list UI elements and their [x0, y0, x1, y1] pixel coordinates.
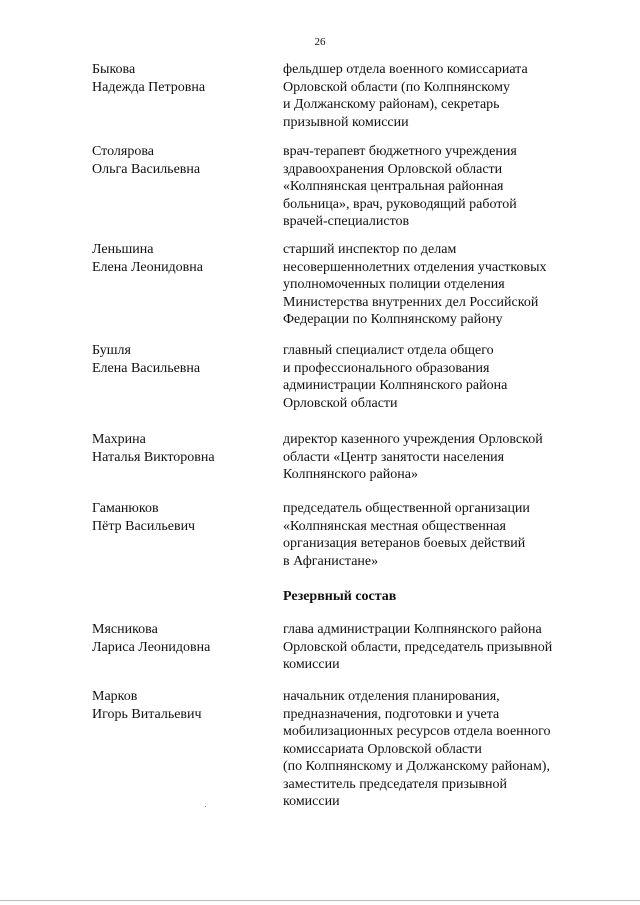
role-line: Федерации по Колпнянскому району — [283, 312, 503, 327]
role-line: Орловской области, председатель призывной — [283, 639, 553, 655]
member-name — [92, 241, 272, 276]
role-line: уполномоченных полиции отделения — [283, 277, 505, 292]
member-surname: Быкова — [92, 62, 136, 77]
role-line: администрации Колпнянского района — [283, 378, 508, 393]
member-surname: Бушля — [92, 343, 131, 358]
member-given-names: Ольга Васильевна — [92, 161, 201, 177]
member-role — [283, 342, 583, 412]
member-role — [283, 621, 583, 674]
role-line: главный специалист отдела общего — [283, 343, 494, 358]
member-name — [92, 143, 272, 178]
member-given-names: Надежда Петровна — [92, 79, 206, 95]
page-number: 26 — [314, 36, 326, 48]
role-line: старший инспектор по делам — [283, 242, 457, 257]
role-line: врач-терапевт бюджетного учреждения — [283, 144, 517, 159]
role-line: организация ветеранов боевых действий — [283, 536, 526, 551]
member-given-names: Игорь Витальевич — [92, 706, 202, 722]
member-given-names: Елена Леонидовна — [92, 259, 203, 275]
role-line: врачей-специалистов — [283, 214, 410, 229]
role-line: несовершеннолетних отделения участковых — [283, 259, 547, 275]
role-line: Орловской области — [283, 395, 398, 411]
role-line: Министерства внутренних дел Российской — [283, 294, 539, 310]
member-name — [92, 500, 272, 535]
role-line: здравоохранения Орловской области — [283, 161, 503, 177]
role-line: комиссии — [283, 657, 340, 672]
role-line: комиссариата Орловской области — [283, 741, 482, 757]
role-line: фельдшер отдела военного комиссариата — [283, 62, 528, 77]
role-line: глава администрации Колпнянского района — [283, 622, 542, 637]
role-line: мобилизационных ресурсов отдела военного — [283, 724, 551, 739]
member-surname: Столярова — [92, 144, 154, 159]
member-given-names: Пётр Васильевич — [92, 518, 196, 534]
member-role — [283, 61, 583, 131]
member-given-names: Лариса Леонидовна — [92, 639, 211, 655]
scan-edge-line — [0, 900, 640, 901]
member-name — [92, 621, 272, 656]
member-surname: Гаманюков — [92, 501, 159, 516]
scan-speck — [205, 806, 206, 807]
role-line: комиссии — [283, 794, 340, 809]
member-role — [283, 143, 583, 231]
member-role — [283, 431, 583, 484]
section-heading-reserve: Резервный состав — [283, 589, 397, 604]
role-line: (по Колпнянскому и Должанскому районам), — [283, 759, 550, 774]
role-line: больница», врач, руководящий работой — [283, 196, 517, 212]
member-given-names: Елена Васильевна — [92, 360, 201, 376]
member-name — [92, 688, 272, 723]
member-role — [283, 241, 583, 329]
member-surname: Махрина — [92, 432, 146, 447]
member-name — [92, 61, 272, 96]
role-line: области «Центр занятости населения — [283, 449, 505, 465]
member-name — [92, 342, 272, 377]
role-line: «Колпнянская местная общественная — [283, 518, 506, 534]
member-surname: Леньшина — [92, 242, 154, 257]
role-line: призывной комиссии — [283, 114, 409, 130]
role-line: заместитель председателя призывной — [283, 776, 507, 792]
role-line: предназначения, подготовки и учета — [283, 706, 500, 722]
role-line: и профессионального образования — [283, 360, 490, 376]
member-role — [283, 688, 583, 811]
role-line: и Должанскому районам), секретарь — [283, 97, 500, 112]
member-role — [283, 500, 583, 570]
member-surname: Мясникова — [92, 622, 158, 637]
role-line: в Афганистане» — [283, 553, 379, 569]
member-given-names: Наталья Викторовна — [92, 449, 215, 465]
role-line: «Колпнянская центральная районная — [283, 179, 504, 194]
role-line: Орловской области (по Колпнянскому — [283, 79, 510, 95]
member-name — [92, 431, 272, 466]
role-line: начальник отделения планирования, — [283, 689, 500, 704]
role-line: председатель общественной организации — [283, 501, 530, 516]
role-line: Колпнянского района» — [283, 467, 418, 482]
member-surname: Марков — [92, 689, 138, 704]
role-line: директор казенного учреждения Орловской — [283, 432, 543, 447]
